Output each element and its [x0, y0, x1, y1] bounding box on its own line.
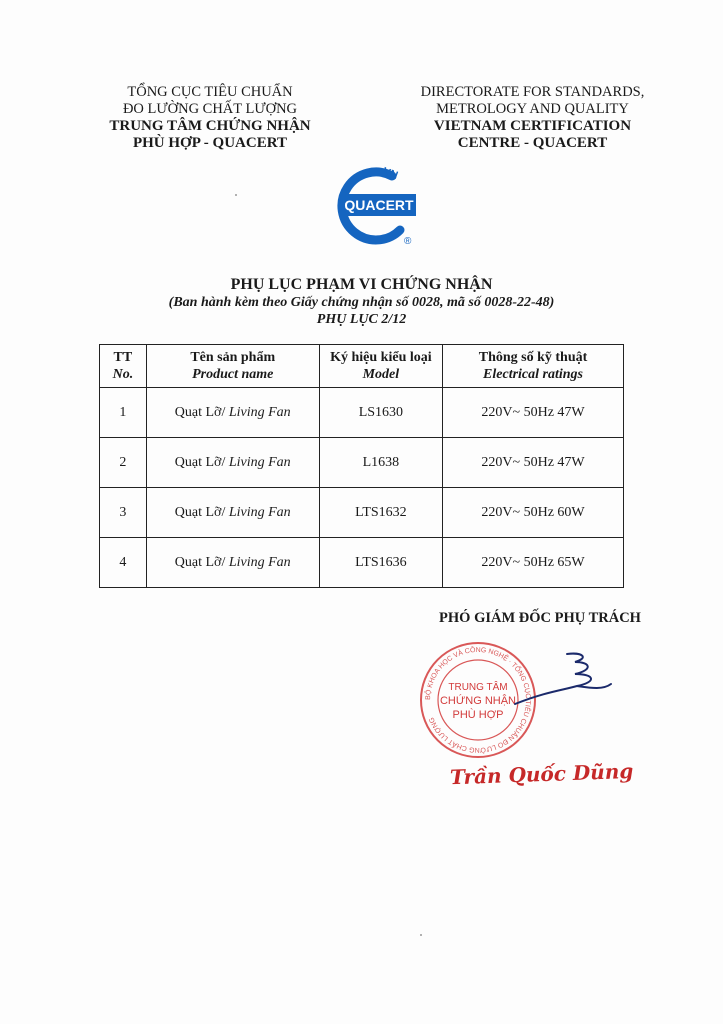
cell-model: LS1630 — [319, 388, 442, 438]
cell-rating: 220V~ 50Hz 47W — [443, 388, 624, 438]
header-right — [380, 84, 685, 152]
header-left-line2: ĐO LƯỜNG CHẤT LƯỢNG — [122, 101, 298, 117]
cell-no: 1 — [100, 388, 147, 438]
cell-rating: 220V~ 50Hz 65W — [443, 538, 624, 588]
signer-name: Trần Quốc Dũng — [449, 758, 634, 790]
cell-model: LTS1632 — [319, 488, 442, 538]
cell-no: 2 — [100, 438, 147, 488]
header-left-line1: TỔNG CỤC TIÊU CHUẨN — [127, 84, 293, 100]
header-electrical-ratings: Thông số kỹ thuật Electrical ratings — [443, 345, 624, 388]
header-left-line4: PHÙ HỢP - QUACERT — [132, 135, 288, 151]
table-row — [100, 438, 624, 488]
table-header-row — [100, 345, 624, 388]
cell-rating: 220V~ 50Hz 60W — [443, 488, 624, 538]
scan-speck — [420, 934, 422, 936]
cell-no: 3 — [100, 488, 147, 538]
svg-text:TRUNG TÂM: TRUNG TÂM — [448, 682, 508, 693]
header-right-line1: DIRECTORATE FOR STANDARDS, — [420, 84, 645, 100]
handwritten-signature — [505, 648, 615, 728]
document-subtitle: (Ban hành kèm theo Giấy chứng nhận số 0028, mã số 0028-22-48) — [168, 295, 555, 310]
header-right-line2: METROLOGY AND QUALITY — [436, 101, 629, 117]
header-model: Ký hiệu kiểu loại Model — [319, 345, 442, 388]
cell-product-name: Quạt Lỡ/ Living Fan — [146, 488, 319, 538]
certification-scope-table — [99, 344, 624, 588]
header-left — [60, 84, 360, 152]
title-block — [0, 275, 723, 328]
logo-text: QUACERT — [344, 197, 414, 213]
header-left-line3: TRUNG TÂM CHỨNG NHẬN — [109, 118, 311, 134]
header-right-line3: VIETNAM CERTIFICATION — [433, 118, 632, 134]
table-row — [100, 388, 624, 438]
svg-text:®: ® — [404, 236, 412, 247]
cell-rating: 220V~ 50Hz 47W — [443, 438, 624, 488]
cell-model: L1638 — [319, 438, 442, 488]
table-row — [100, 538, 624, 588]
cell-product-name: Quạt Lỡ/ Living Fan — [146, 538, 319, 588]
quacert-logo — [330, 160, 418, 248]
header-product-name: Tên sản phẩm Product name — [146, 345, 319, 388]
svg-text:VN: VN — [380, 165, 400, 183]
scan-speck — [235, 194, 237, 196]
header-no: TT No. — [100, 345, 147, 388]
appendix-number: PHỤ LỤC 2/12 — [316, 312, 407, 327]
svg-text:BỘ KHOA HỌC VÀ CÔNG NGHỆ · TỔN: BỘ KHOA HỌC VÀ CÔNG NGHỆ · TỔNG CỤC TIÊU CHUẨN ĐO LƯỜNG CHẤT LƯỢNG — [424, 646, 532, 754]
cell-model: LTS1636 — [319, 538, 442, 588]
document-title: PHỤ LỤC PHẠM VI CHỨNG NHẬN — [230, 276, 493, 293]
signatory-position-title: PHÓ GIÁM ĐỐC PHỤ TRÁCH — [439, 610, 641, 626]
cell-product-name: Quạt Lỡ/ Living Fan — [146, 388, 319, 438]
svg-text:CHỨNG NHẬN: CHỨNG NHẬN — [439, 695, 517, 707]
cell-no: 4 — [100, 538, 147, 588]
table-row — [100, 488, 624, 538]
cell-product-name: Quạt Lỡ/ Living Fan — [146, 438, 319, 488]
header-right-line4: CENTRE - QUACERT — [457, 135, 608, 151]
svg-text:PHÙ HỢP: PHÙ HỢP — [452, 709, 504, 721]
